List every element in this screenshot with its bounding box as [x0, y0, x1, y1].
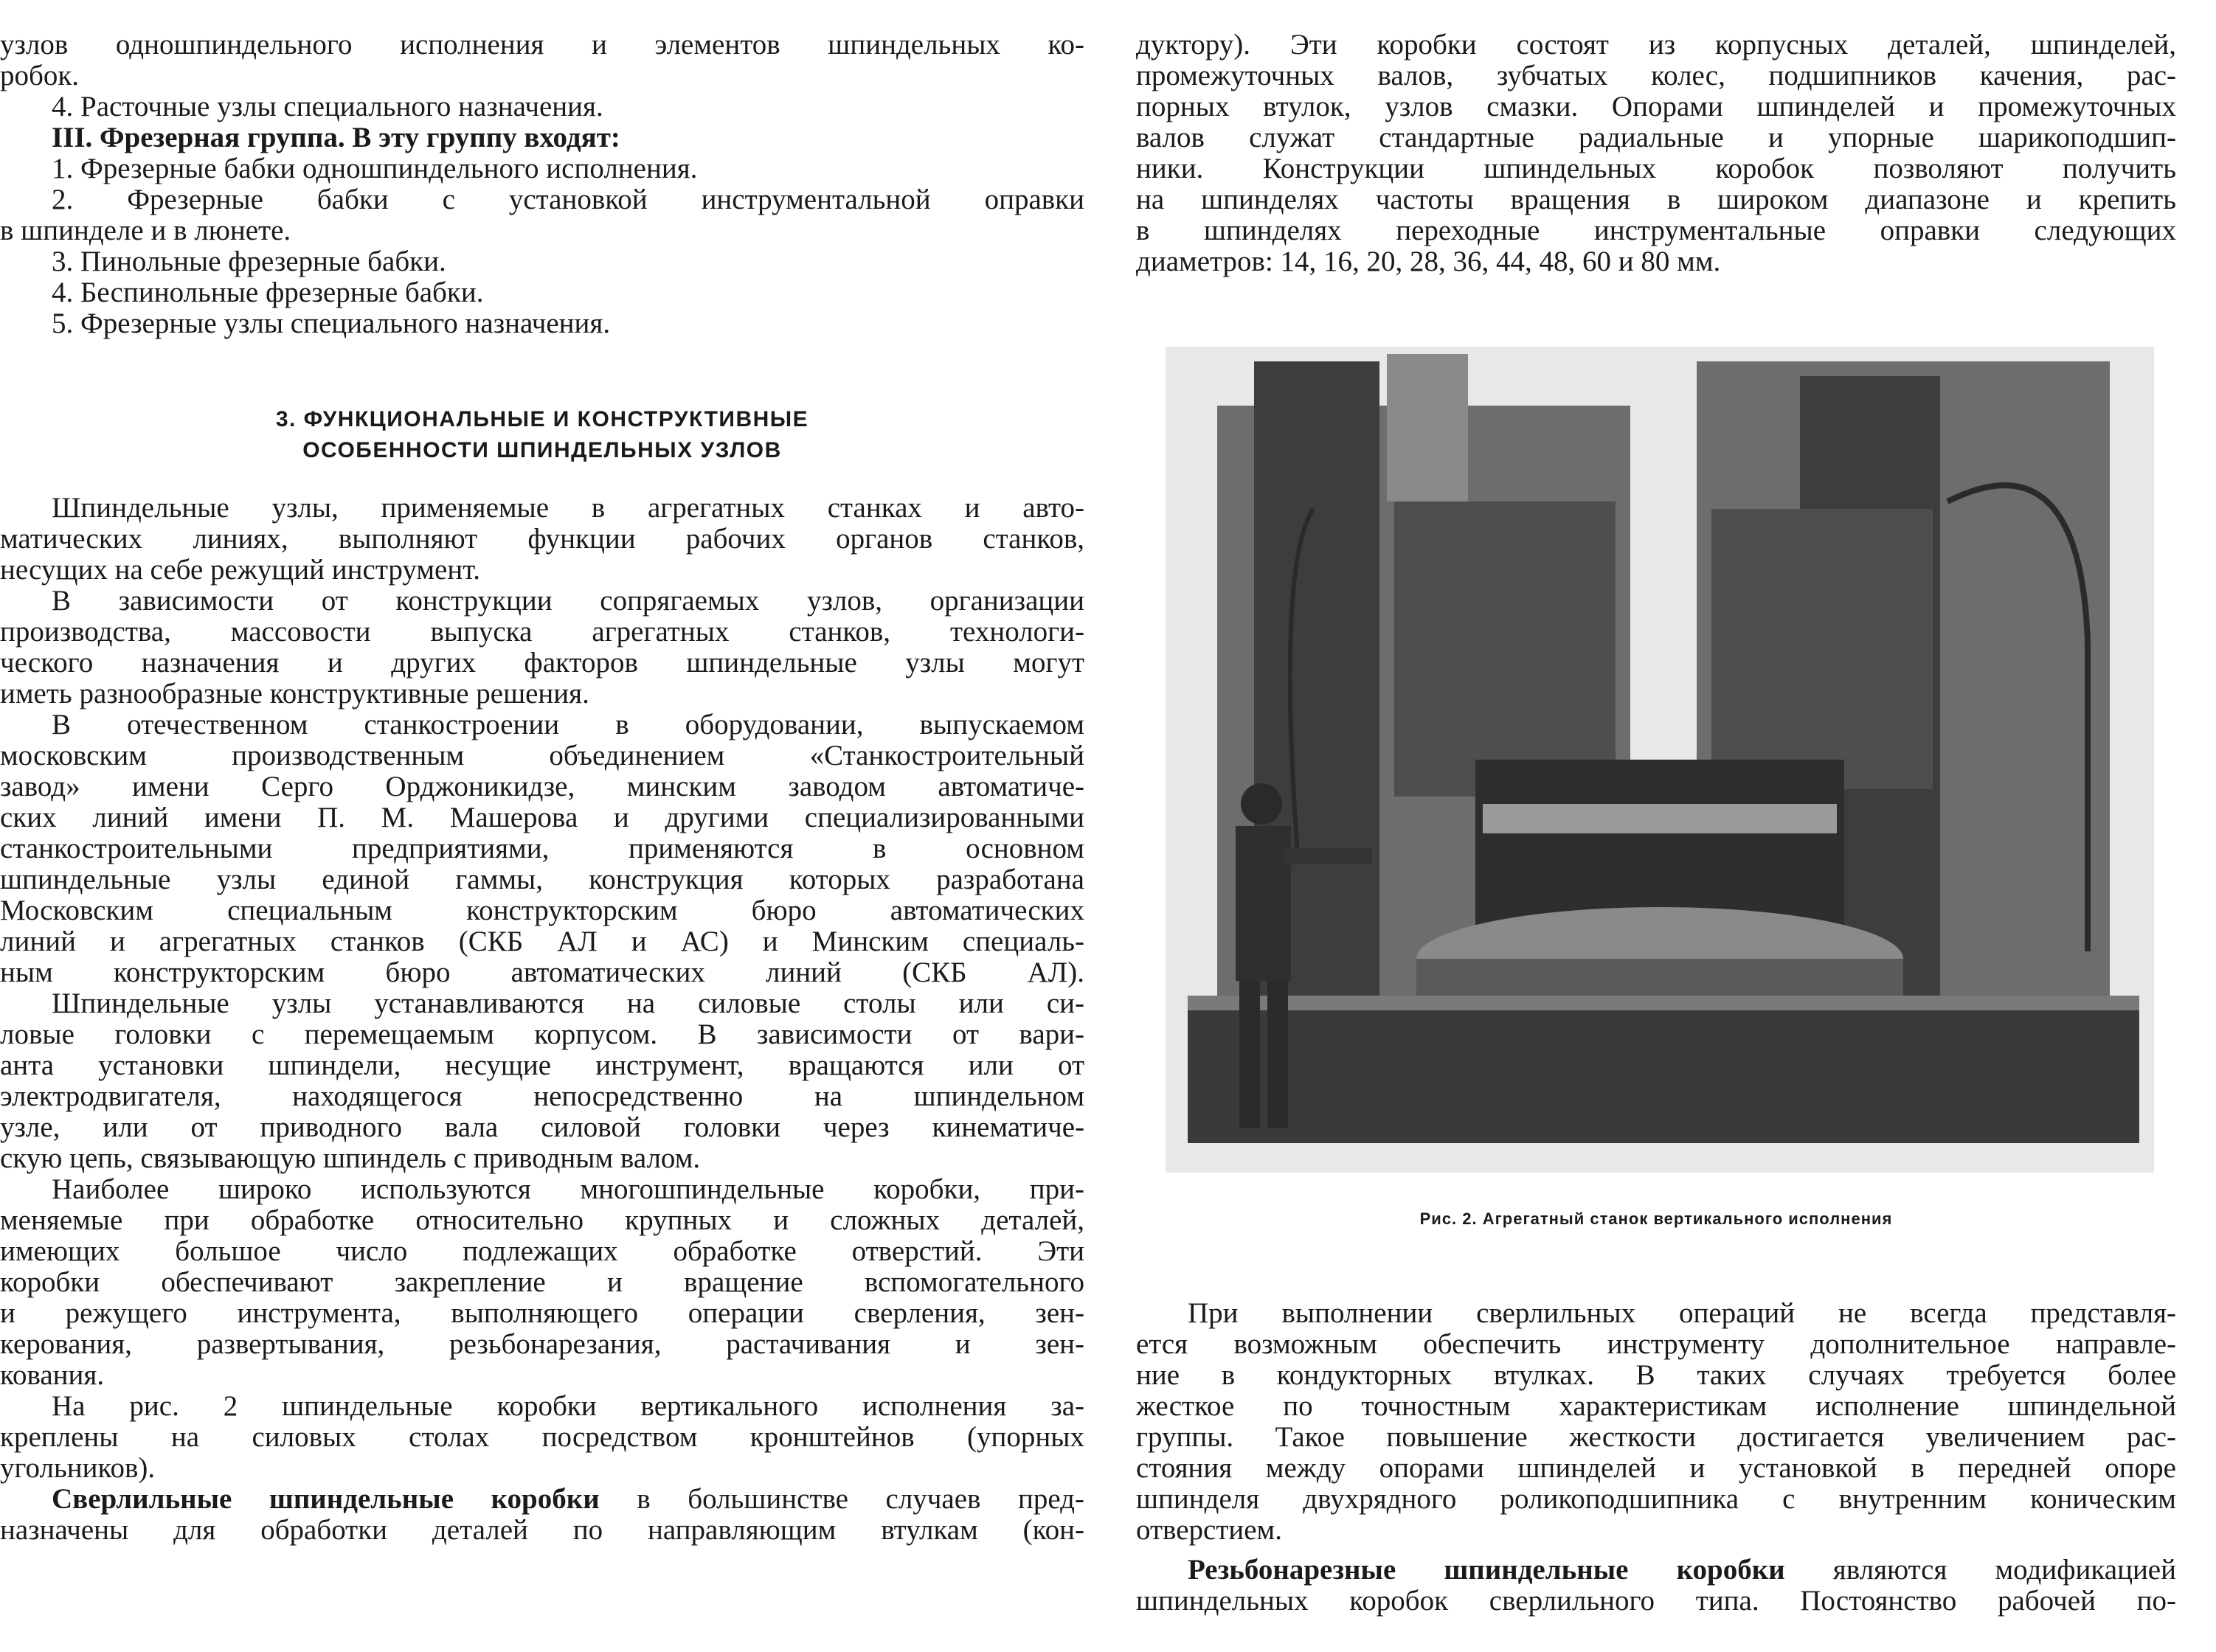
text-line: узле, или от приводного вала силовой головки через кинематиче-	[0, 1111, 1084, 1143]
text-line: жесткое по точностным характеристикам исполнение шпиндельной	[1136, 1390, 2176, 1422]
list-item: 3. Пинольные фрезерные бабки.	[52, 246, 446, 277]
text-line: завод» имени Серго Орджоникидзе, минским заводом автоматиче-	[0, 771, 1084, 802]
text-line: матических линиях, выполняют функции рабочих органов станков,	[0, 523, 1084, 555]
text-line: коробки обеспечивают закрепление и вращение вспомогательного	[0, 1266, 1084, 1298]
list-item: 4. Расточные узлы специального назначения.	[52, 91, 603, 122]
text-line: промежуточных валов, зубчатых колес, подшипников качения, рас-	[1136, 60, 2176, 91]
text-line: меняемые при обработке относительно крупных и сложных деталей,	[0, 1204, 1084, 1236]
text-line: в шпинделях переходные инструментальные оправки следующих	[1136, 215, 2176, 246]
group-heading: III. Фрезерная группа. В эту группу входят:	[52, 122, 620, 153]
machine-photo	[1166, 347, 2154, 1173]
text-line: кования.	[0, 1359, 105, 1391]
text-line: в шпинделе и в люнете.	[0, 215, 291, 246]
text-line: шпиндельных коробок сверлильного типа. Постоянство рабочей по-	[1136, 1585, 2176, 1617]
text-line: шпинделя двухрядного роликоподшипника с внутренним коническим	[1136, 1483, 2176, 1515]
text-line: угольников).	[0, 1452, 156, 1484]
text-line: Наиболее широко используются многошпиндельные коробки, при-	[52, 1173, 1084, 1205]
list-item: 4. Беспинольные фрезерные бабки.	[52, 277, 484, 308]
list-item: 5. Фрезерные узлы специального назначения.	[52, 308, 611, 339]
text-line: валов служат стандартные радиальные и упорные шарикоподшип-	[1136, 122, 2176, 153]
text-line: При выполнении сверлильных операций не всегда представля-	[1188, 1297, 2176, 1329]
text-line: ется возможным обеспечить инструменту дополнительное направле-	[1136, 1328, 2176, 1360]
term-bold: Сверлильные шпиндельные коробки	[52, 1483, 600, 1515]
term-rest: в большинстве случаев пред-	[599, 1483, 1084, 1515]
text-line: дуктору). Эти коробки состоят из корпусных деталей, шпинделей,	[1136, 29, 2176, 60]
text-line: узлов одношпиндельного исполнения и элементов шпиндельных ко-	[0, 29, 1084, 60]
text-line: Шпиндельные узлы, применяемые в агрегатных станках и авто-	[52, 492, 1084, 524]
section-heading: 3. ФУНКЦИОНАЛЬНЫЕ И КОНСТРУКТИВНЫЕ	[275, 407, 809, 431]
text-line: стояния между опорами шпинделей и установкой в передней опоре	[1136, 1452, 2176, 1484]
text-line: станкостроительными предприятиями, применяются в основном	[0, 833, 1084, 864]
text-line: и режущего инструмента, выполняющего операции сверления, зен-	[0, 1297, 1084, 1329]
text-line: ловые головки с перемещаемым корпусом. В зависимости от вари-	[0, 1018, 1084, 1050]
text-line: имеющих большое число подлежащих обработке отверстий. Эти	[0, 1235, 1084, 1267]
text-line: ческого назначения и других факторов шпиндельные узлы могут	[0, 647, 1084, 678]
text-line: анта установки шпиндели, несущие инструмент, вращаются или от	[0, 1049, 1084, 1081]
text-line: В отечественном станкостроении в оборудовании, выпускаемом	[52, 709, 1084, 740]
text-line: Московским специальным конструкторским бюро автоматических	[0, 895, 1084, 926]
text-line: ным конструкторским бюро автоматических линий (СКБ АЛ).	[0, 957, 1084, 988]
text-line	[1136, 1555, 2176, 1586]
text-line: ских линий имени П. М. Машерова и другими специализированными	[0, 802, 1084, 833]
list-item: 2. Фрезерные бабки с установкой инструментальной оправки	[52, 184, 1084, 215]
text-line: отверстием.	[1136, 1514, 1282, 1546]
text-line: ние в кондукторных втулках. В таких случаях требуется более	[1136, 1359, 2176, 1391]
figure-caption: Рис. 2. Агрегатный станок вертикального исполнения	[1419, 1210, 1893, 1228]
text-line: производства, массовости выпуска агрегатных станков, технологи-	[0, 616, 1084, 648]
term-bold: Резьбонарезные шпиндельные коробки	[1188, 1554, 1785, 1586]
text-line: ники. Конструкции шпиндельных коробок позволяют получить	[1136, 153, 2176, 184]
text-line: скую цепь, связывающую шпиндель с приводным валом.	[0, 1142, 701, 1174]
text-line: московским производственным объединением «Станкостроительный	[0, 740, 1084, 771]
text-line: робок.	[0, 60, 80, 91]
text-line: На рис. 2 шпиндельные коробки вертикального исполнения за-	[52, 1390, 1084, 1422]
text-line: диаметров: 14, 16, 20, 28, 36, 44, 48, 60 и 80 мм.	[1136, 246, 1721, 277]
text-line: порных втулок, узлов смазки. Опорами шпинделей и промежуточных	[1136, 91, 2176, 122]
list-item: 1. Фрезерные бабки одношпиндельного исполнения.	[52, 153, 698, 184]
text-line: линий и агрегатных станков (СКБ АЛ и АС) и Минским специаль-	[0, 926, 1084, 957]
text-line: креплены на силовых столах посредством кронштейнов (упорных	[0, 1421, 1084, 1453]
text-line: на шпинделях частоты вращения в широком диапазоне и крепить	[1136, 184, 2176, 215]
text-line: В зависимости от конструкции сопрягаемых узлов, организации	[52, 585, 1084, 617]
text-line: электродвигателя, находящегося непосредственно на шпиндельном	[0, 1080, 1084, 1112]
text-line	[0, 1484, 1084, 1515]
text-line: керования, развертывания, резьбонарезания, растачивания и зен-	[0, 1328, 1084, 1360]
machine-illustration	[1166, 347, 2154, 1173]
term-rest: являются модификацией	[1784, 1554, 2176, 1586]
text-line: шпиндельные узлы единой гаммы, конструкция которых разработана	[0, 864, 1084, 895]
section-heading: ОСОБЕННОСТИ ШПИНДЕЛЬНЫХ УЗЛОВ	[302, 438, 782, 462]
text-line: несущих на себе режущий инструмент.	[0, 554, 481, 586]
text-line: иметь разнообразные конструктивные решения.	[0, 678, 589, 709]
text-line: группы. Такое повышение жесткости достигается увеличением рас-	[1136, 1421, 2176, 1453]
text-line: Шпиндельные узлы устанавливаются на силовые столы или си-	[52, 988, 1084, 1019]
text-line: назначены для обработки деталей по направляющим втулкам (кон-	[0, 1514, 1084, 1546]
